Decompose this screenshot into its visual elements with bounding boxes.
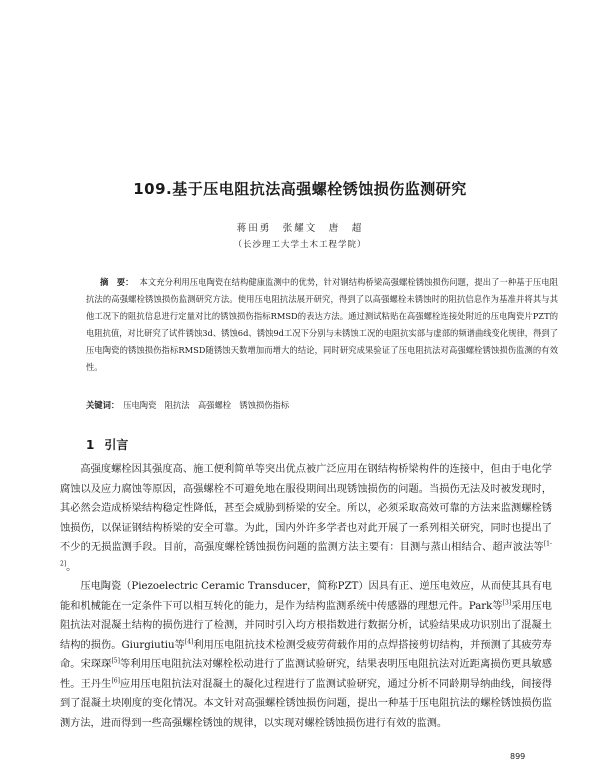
- citation: [5]: [111, 657, 120, 665]
- paper-affiliation: （长沙理工大学土木工程学院）: [233, 240, 367, 250]
- body-paragraph: [60, 460, 552, 577]
- citation: [4]: [184, 638, 194, 646]
- citation: [1-2]: [60, 540, 552, 568]
- keywords: [86, 398, 558, 412]
- keywords-text: 压电陶瓷 阻抗法 高强螺栓 锈蚀损伤指标: [123, 400, 290, 410]
- section-heading: [86, 436, 128, 453]
- paragraph-text: 高强度螺栓因其强度高、施工便利简单等突出优点被广泛应用在钢结构桥梁构件的连接中，但由于电化学腐蚀以及应力腐蚀等原因，高强螺栓不可避免地在服役期间出现锈蚀损伤的问题。当损伤无法及时被发现时，其必然会造成桥梁结构稳定性降低，甚至会威胁到桥梁的安全。所以，必须采取高效可靠的方法来监测螺栓锈蚀损伤，以保证钢结构桥梁的安全可靠。为此，国内外许多学者也对此开展了一系列相关研究，同时也提出了不少的无损监测手段。目前，高强度螺栓锈蚀损伤问题的监测方法主要有：目测与蒸山相结合、超声波法等: [60, 464, 552, 553]
- paragraph-text: 。: [66, 561, 77, 573]
- paragraph-text: 压电陶瓷（Piezoelectric Ceramic Transducer，简称PZT）因具有正、逆压电效应，从而使其具有电能和机械能在一定条件下可以相互转化的能力，是作为结构监测系统中传感器的理想元件。Park等: [60, 581, 552, 612]
- paragraph-text: 采用压电阻抗法对混凝土结构的损伤进行了检测，并同时引入均方根指数进行数据分析，试验结果成功识别出了混凝土结构的损伤。Giurgiutiu等: [60, 600, 552, 651]
- paragraph-text: 等利用压电阻抗法对螺栓松动进行了监测试验研究，结果表明压电阻抗法对近距离损伤更具敏感性。王丹生: [60, 659, 552, 690]
- paragraph-text: 利用压电阻抗技术检测受疲劳荷载作用的点焊搭接剪切结构，并预测了其疲劳寿命。宋琛琛: [60, 639, 552, 670]
- abstract-label: 摘 要：: [100, 277, 134, 287]
- abstract: [86, 274, 558, 376]
- section-number: 1: [86, 438, 95, 452]
- citation: [6]: [111, 677, 120, 685]
- citation: [3]: [502, 599, 512, 607]
- section-title: 引言: [104, 438, 129, 452]
- paper-authors: 蒋田勇 张耀文 唐 超: [236, 223, 364, 234]
- paragraph-text: 应用压电阻抗法对混凝土的凝化过程进行了监测试验研究，通过分析不同龄期导纳曲线，间接得到了混凝土块刚度的变化情况。本文针对高强螺栓锈蚀损伤问题，提出一种基于压电阻抗法的螺栓锈蚀损伤监测方法，进而得到一些高强螺栓锈蚀的规律，以实现对螺栓锈蚀损伤进行有效的监测。: [60, 678, 552, 729]
- body-paragraph: [60, 577, 552, 733]
- body-text: [60, 460, 552, 733]
- abstract-text: 本文充分利用压电陶瓷在结构健康监测中的优势，针对钢结构桥梁高强螺栓锈蚀损伤问题，提出了一种基于压电阻抗法的高强螺栓锈蚀损伤监测研究方法。使用压电阻抗法展开研究，得到了以高强螺栓未锈蚀时的阻抗信息作为基准并将其与其他工况下的阻抗信息进行定量对比的锈蚀损伤指标RMSD的表达方法。通过测试粘贴在高强螺栓连接处附近的压电陶瓷片PZT的电阻抗值，对比研究了试件锈蚀3d、锈蚀6d、锈蚀9d工况下分别与未锈蚀工况的电阻抗实部与虚部的频谱曲线变化规律，得到了压电陶瓷的锈蚀损伤指标RMSD随锈蚀天数增加而增大的结论，同时研究成果验证了压电阻抗法对高强螺栓锈蚀损伤监测的有效性。: [86, 277, 558, 372]
- page-number: 899: [510, 752, 526, 761]
- keywords-label: 关键词：: [86, 400, 120, 410]
- paper-title: 109.基于压电阻抗法高强螺栓锈蚀损伤监测研究: [133, 180, 467, 198]
